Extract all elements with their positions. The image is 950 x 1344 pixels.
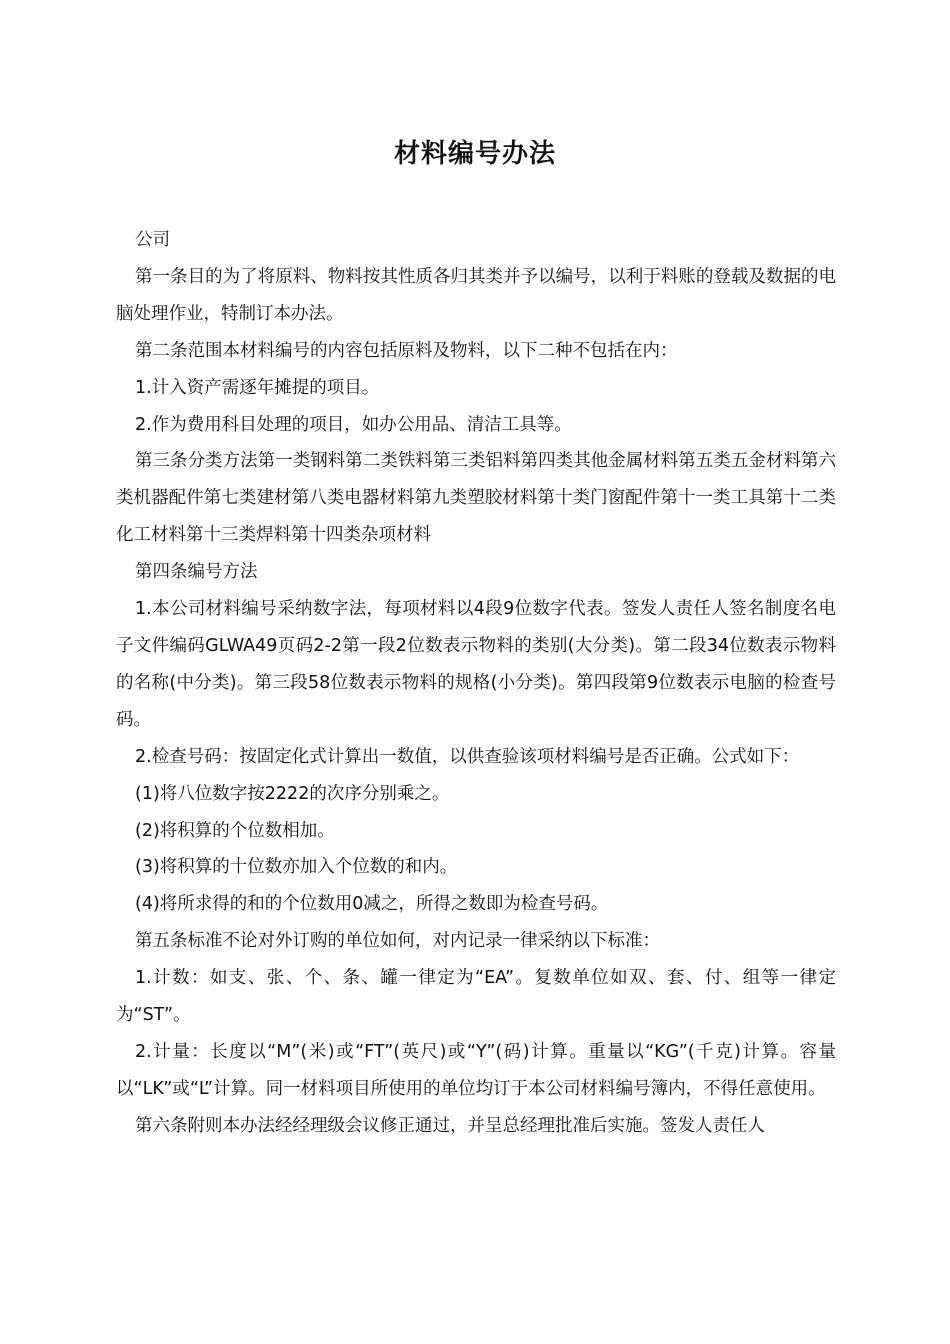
paragraph-formula-step-3: (3)将积算的十位数亦加入个位数的和内。 (135, 857, 458, 878)
paragraph-article-4-item-1: 1.本公司材料编号采纳数字法，每项材料以4段9位数字代表。签发人责任人签名制度名电子文件编码GLWA49页码2-2第一段2位数表示物料的类别(大分类)。第二段34位数表示物料的名称(中分类)。第三段58位数表示物料的规格(小分类)。第四段第9位数表示电脑的检查号码。 (116, 599, 836, 730)
paragraph-article-5-item-2: 2.计量：长度以“M”(米)或“FT”(英尺)或“Y”(码)计算。重量以“KG”(千克)计算。容量以“LK”或“L”计算。同一材料项目所使用的单位均订于本公司材料编号簿内，不得任意使用。 (116, 1041, 836, 1099)
paragraph-article-5: 第五条标准不论对外订购的单位如何，对内记录一律采纳以下标准： (135, 931, 660, 952)
paragraph-formula-step-4: (4)将所求得的和的个位数用0减之，所得之数即为检查号码。 (135, 894, 609, 915)
paragraph-formula-step-1: (1)将八位数字按2222的次序分别乘之。 (135, 783, 450, 804)
paragraph-article-2-item-1: 1.计入资产需逐年摊提的项目。 (135, 377, 380, 398)
paragraph-article-2: 第二条范围本材料编号的内容包括原料及物料，以下二种不包括在内： (135, 340, 678, 361)
paragraph-formula-step-2: (2)将积算的个位数相加。 (135, 820, 335, 841)
paragraph-article-6: 第六条附则本办法经经理级会议修正通过，并呈总经理批准后实施。签发人责任人 (135, 1115, 765, 1136)
paragraph-article-3: 第三条分类方法第一类钢料第二类铁料第三类铝料第四类其他金属材料第五类五金材料第六类机器配件第七类建材第八类电器材料第九类塑胶材料第十类门窗配件第十一类工具第十二类化工材料第十三类焊料第十四类杂项材料 (116, 451, 836, 546)
paragraph-article-1: 第一条目的为了将原料、物料按其性质各归其类并予以编号，以利于料账的登载及数据的电脑处理作业，特制订本办法。 (116, 266, 836, 324)
paragraph-article-4: 第四条编号方法 (135, 562, 258, 583)
paragraph-article-5-item-1: 1.计数：如支、张、个、条、罐一律定为“EA”。复数单位如双、套、付、组等一律定为“ST”。 (116, 968, 836, 1026)
document-body (116, 222, 836, 1145)
paragraph-article-2-item-2: 2.作为费用科目处理的项目，如办公用品、清洁工具等。 (135, 414, 572, 435)
document-title: 材料编号办法 (393, 139, 556, 169)
paragraph-article-4-item-2: 2.检查号码：按固定化式计算出一数值，以供查验该项材料编号是否正确。公式如下： (135, 746, 800, 767)
paragraph-company: 公司 (135, 230, 170, 250)
